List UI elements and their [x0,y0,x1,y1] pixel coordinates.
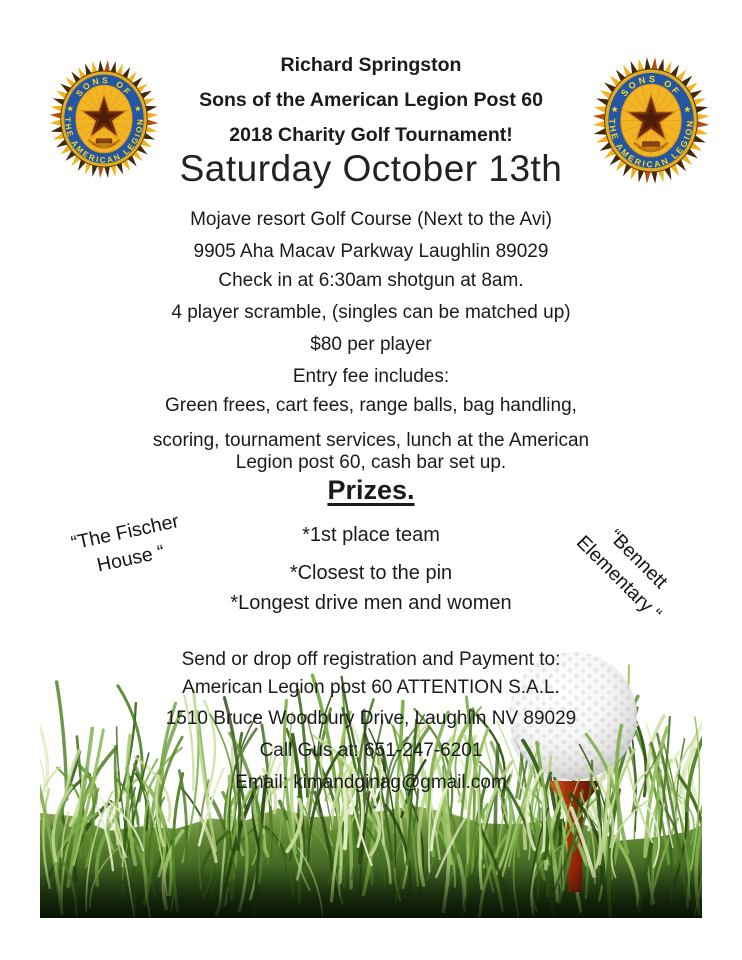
detail-price: $80 per player [310,334,432,355]
detail-checkin: Check in at 6:30am shotgun at 8am. [218,270,524,291]
event-title: 2018 Charity Golf Tournament! [229,124,513,146]
contact-attention: American Legion post 60 ATTENTION S.A.L. [182,677,560,698]
organizer-name: Richard Springston [280,54,462,76]
detail-includes-1: Green frees, cart fees, range balls, bag handling, [165,395,577,416]
prize-longest-drive: *Longest drive men and women [230,592,512,614]
contact-phone: Call Gus at: 651-247-6201 [259,740,483,761]
contact-address: 1510 Bruce Woodbury Drive, Laughlin NV 89029 [165,708,577,729]
contact-instruction: Send or drop off registration and Payment to: [181,649,561,670]
detail-includes-2: scoring, tournament services, lunch at the American [152,430,590,451]
event-date: Saturday October 13th [179,148,563,189]
detail-address: 9905 Aha Macav Parkway Laughlin 89029 [193,241,549,262]
prize-closest-pin: *Closest to the pin [289,562,453,584]
detail-entry-fee-heading: Entry fee includes: [292,366,450,387]
prizes-heading: Prizes. [327,475,415,505]
contact-email: Email: kimandginag@gmail.com [235,772,507,793]
detail-format: 4 player scramble, (singles can be matched up) [171,302,571,323]
detail-venue: Mojave resort Golf Course (Next to the Avi) [190,209,552,230]
beneficiary-note-bennett-elementary: “Bennett Elementary “ [571,525,672,626]
beneficiary-note-fischer-house: “The Fischer House “ [69,510,181,577]
organization-name: Sons of the American Legion Post 60 [199,89,543,111]
detail-includes-3: Legion post 60, cash bar set up. [235,452,507,473]
prize-first-place: *1st place team [302,524,440,546]
